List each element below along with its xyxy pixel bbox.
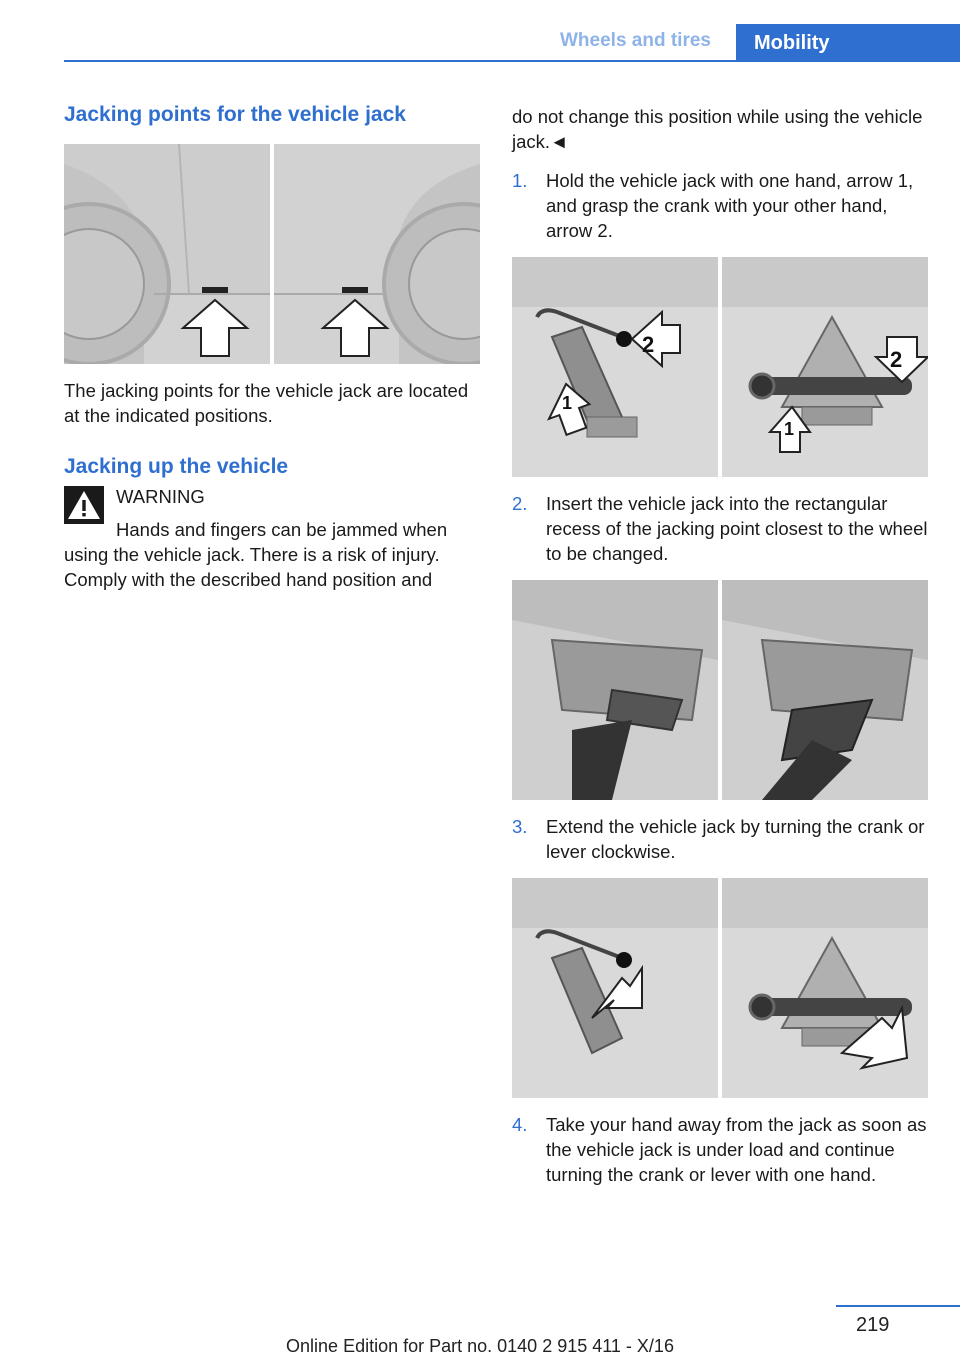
- footer-rule: [836, 1305, 960, 1307]
- step-1-arrow-1-left-label: 1: [562, 393, 573, 413]
- step-1: [512, 168, 928, 243]
- edition-footer: Online Edition for Part no. 0140 2 915 411 - X/16: [286, 1336, 674, 1356]
- header-section-title: Wheels and tires: [560, 30, 711, 51]
- step-4: [512, 1112, 928, 1187]
- step-3-svg: [512, 878, 928, 1098]
- step-4-text: Take your hand away from the jack as soon as the vehicle jack is under load and continue turning the crank or lever with one hand.: [546, 1114, 927, 1185]
- step-2-text: Insert the vehicle jack into the rectangular recess of the jacking point closest to the wheel to be changed.: [546, 493, 928, 564]
- warning-triangle-icon: [64, 486, 104, 524]
- warning-title: WARNING: [116, 486, 205, 507]
- page-number: 219: [856, 1314, 890, 1336]
- jacking-up-heading: Jacking up the vehicle: [64, 455, 289, 478]
- step-1-text: Hold the vehicle jack with one hand, arrow 1, and grasp the crank with your other hand, arrow 2.: [546, 170, 914, 241]
- step-1-arrow-2-right-label: 2: [890, 347, 903, 372]
- step-2-number: 2.: [512, 493, 528, 514]
- header-rule: [64, 60, 960, 62]
- header-chapter-tab: Mobility: [736, 24, 960, 62]
- right-column: [512, 104, 928, 1187]
- jacking-points-svg: [64, 144, 480, 364]
- step-3-number: 3.: [512, 816, 528, 837]
- warning-continuation: do not change this position while using the vehicle jack.◄: [512, 106, 923, 152]
- step-1-arrow-1-right-label: 1: [784, 419, 795, 439]
- step-2: [512, 491, 928, 566]
- step-1-arrow-2-left-label: 2: [642, 332, 655, 357]
- step-1-illustration: [512, 257, 928, 477]
- step-3: [512, 814, 928, 864]
- step-3-illustration: [512, 878, 928, 1098]
- jacking-points-heading: Jacking points for the vehicle jack: [64, 103, 406, 126]
- step-1-number: 1.: [512, 170, 528, 191]
- step-2-illustration: [512, 580, 928, 800]
- jacking-points-illustration: [64, 144, 480, 364]
- step-1-svg: [512, 257, 928, 477]
- step-2-svg: [512, 580, 928, 800]
- warning-text: Hands and fingers can be jammed when using the vehicle jack. There is a risk of injury. Comply with the described hand position and: [64, 519, 448, 590]
- jacking-points-caption: The jacking points for the vehicle jack are located at the indicated positions.: [64, 380, 469, 426]
- left-column: [64, 100, 480, 592]
- warning-block: [64, 484, 480, 592]
- step-3-text: Extend the vehicle jack by turning the crank or lever clockwise.: [546, 816, 925, 862]
- step-4-number: 4.: [512, 1114, 528, 1135]
